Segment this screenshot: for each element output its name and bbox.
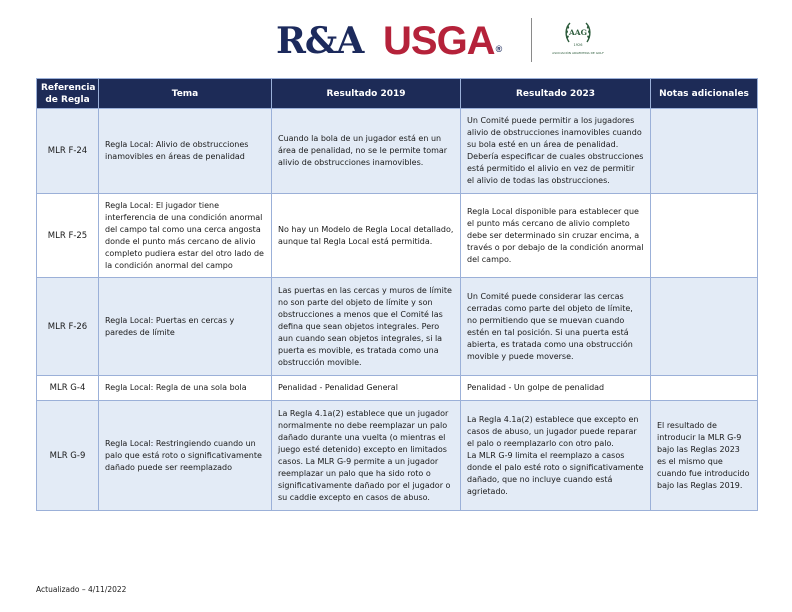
usga-logo <box>383 20 502 70</box>
result-2023: Penalidad - Un golpe de penalidad <box>461 376 651 401</box>
result-2019: Las puertas en las cercas y muros de límite no son parte del objeto de límite y son obstrucciones a menos que el Comité las defina que sean objetos integrales. Pero aun cuando sean objetos integrales, si la puerta es movible, es tratada como una obstrucción movible. <box>272 278 461 376</box>
header-resultado-2023: Resultado 2023 <box>461 79 651 109</box>
header-referencia: Referencia de Regla <box>37 79 99 109</box>
rule-topic: Regla Local: Restringiendo cuando un palo que está roto o significativamente dañado puede ser reemplazado <box>99 401 272 511</box>
usga-wordmark: USGA <box>383 19 495 63</box>
table-row <box>37 194 758 278</box>
aag-initials: AAG <box>568 28 588 37</box>
randa-logo: R&A <box>276 20 364 62</box>
rule-topic: Regla Local: El jugador tiene interferencia de una condición anormal del campo tal como una cerca angosta donde el punto más cercano de alivio completo pudiera estar del otro lado de la condición anormal del campo <box>99 194 272 278</box>
rule-reference: MLR G-4 <box>37 376 99 401</box>
additional-notes <box>651 376 758 401</box>
header-notas: Notas adicionales <box>651 79 758 109</box>
table-row <box>37 109 758 194</box>
rule-topic: Regla Local: Alivio de obstrucciones inamovibles en áreas de penalidad <box>99 109 272 194</box>
aag-emblem-icon <box>563 18 593 50</box>
result-2019: La Regla 4.1a(2) establece que un jugador normalmente no debe reemplazar un palo dañado durante una vuelta (o mientras el juego esté detenido) excepto en limitados casos. La MLR G-9 permite a un jugador reemplazar un palo que ha sido roto o significativamente dañado por el jugador o su caddie excepto en casos de abuso. <box>272 401 461 511</box>
additional-notes <box>651 109 758 194</box>
result-2023: Un Comité puede permitir a los jugadores alivio de obstrucciones inamovibles cuando su bola esté en un área de penalidad. Debería especificar de cuales obstrucciones está permitido el alivio en vez de permitir el alivio de todas las obstrucciones. <box>461 109 651 194</box>
additional-notes: El resultado de introducir la MLR G-9 bajo las Reglas 2023 es el mismo que cuando fue introducido bajo las Reglas 2019. <box>651 401 758 511</box>
result-2019: Penalidad - Penalidad General <box>272 376 461 401</box>
table-row <box>37 401 758 511</box>
rule-reference: MLR F-25 <box>37 194 99 278</box>
additional-notes <box>651 278 758 376</box>
rule-topic: Regla Local: Puertas en cercas y paredes de límite <box>99 278 272 376</box>
rule-topic: Regla Local: Regla de una sola bola <box>99 376 272 401</box>
aag-year: 1926 <box>573 43 583 47</box>
aag-caption: ASOCIACIÓN ARGENTINA DE GOLF <box>552 51 604 55</box>
aag-logo <box>548 18 608 64</box>
result-2023: Un Comité puede considerar las cercas cerradas como parte del objeto de límite, no permitiendo que se muevan cuando estén en tal posición. Si una puerta está abierta, es tratada como una obstrucción movible y puede moverse. <box>461 278 651 376</box>
rule-reference: MLR G-9 <box>37 401 99 511</box>
header-tema: Tema <box>99 79 272 109</box>
result-2023-paragraph: La Regla 4.1a(2) establece que excepto en casos de abuso, un jugador puede reparar el palo o reemplazarlo con otro palo. <box>467 414 639 448</box>
result-2023: Regla Local disponible para establecer que el punto más cercano de alivio completo debe ser determinado sin cruzar encima, a través o por debajo de la condición anormal del campo. <box>461 194 651 278</box>
header-resultado-2019: Resultado 2019 <box>272 79 461 109</box>
rules-comparison-table <box>36 78 758 511</box>
logo-divider <box>531 18 532 62</box>
rule-reference: MLR F-24 <box>37 109 99 194</box>
additional-notes <box>651 194 758 278</box>
result-2023-paragraph: La MLR G-9 limita el reemplazo a casos donde el palo esté roto o significativamente dañado, que no incluye cuando está agrietado. <box>467 450 644 496</box>
table-header-row <box>37 79 758 109</box>
table-row <box>37 278 758 376</box>
logo-bar <box>0 14 792 72</box>
result-2019: No hay un Modelo de Regla Local detallado, aunque tal Regla Local está permitida. <box>272 194 461 278</box>
result-2023 <box>461 401 651 511</box>
table-row <box>37 376 758 401</box>
registered-mark: ® <box>495 44 503 54</box>
updated-date: Actualizado – 4/11/2022 <box>36 585 127 594</box>
rule-reference: MLR F-26 <box>37 278 99 376</box>
result-2019: Cuando la bola de un jugador está en un área de penalidad, no se le permite tomar alivio de obstrucciones inamovibles. <box>272 109 461 194</box>
